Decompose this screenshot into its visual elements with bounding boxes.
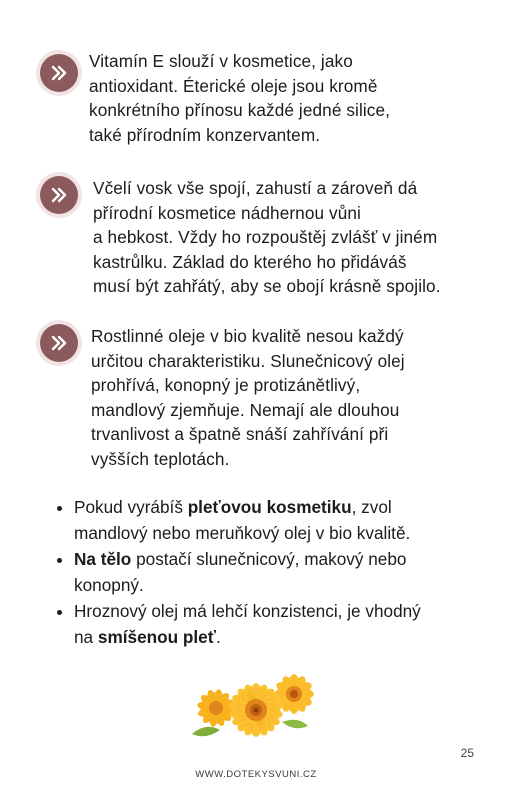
- footer-url: WWW.DOTEKYSVUNI.CZ: [195, 769, 317, 780]
- double-chevron-right-icon: [49, 333, 69, 353]
- list-item: [74, 494, 504, 546]
- paragraph-line: mandlový zjemňuje. Nemají ale dlouhou: [91, 399, 400, 420]
- paragraph-line: také přírodním konzervantem.: [89, 124, 321, 145]
- list-item: [74, 546, 504, 598]
- bullet-badge: [40, 176, 78, 214]
- paragraph: [91, 324, 405, 472]
- flower-left: [196, 688, 236, 728]
- text-run: postačí slunečnicový, makový nebo: [131, 549, 407, 569]
- bullet-badge: [40, 324, 78, 362]
- list-item-line: mandlový nebo meruňkový olej v bio kvalitě.: [74, 523, 411, 543]
- paragraph-line: prohřívá, konopný je protizánětlivý,: [91, 375, 361, 396]
- paragraph: [89, 49, 390, 147]
- text-run: .: [215, 627, 221, 647]
- paragraph-line: a hebkost. Vždy ho rozpouštěj zvlášť v jiném: [93, 227, 438, 248]
- text-run: na: [74, 627, 98, 647]
- page-number: 25: [460, 746, 474, 760]
- bold-text: Na tělo: [74, 549, 132, 569]
- double-chevron-right-icon: [49, 63, 69, 83]
- list-item-line: [74, 494, 504, 520]
- calendula-flowers-image: [186, 664, 326, 748]
- paragraph-line: trvanlivost a špatně snáší zahřívání při: [91, 424, 389, 445]
- paragraph-line: antioxidant. Éterické oleje jsou kromě: [89, 75, 378, 96]
- paragraph-line: určitou charakteristiku. Slunečnicový olej: [91, 350, 405, 371]
- leaf-shape: [192, 727, 220, 736]
- paragraph-line: Vitamín E slouží v kosmetice, jako: [89, 51, 353, 71]
- oil-tips-list: [52, 494, 504, 650]
- list-item-line: • Hroznový olej má lehčí konzistenci, je vhodný: [74, 601, 421, 621]
- list-item: [74, 598, 504, 650]
- paragraph: [93, 176, 441, 299]
- paragraph-line: Rostlinné oleje v bio kvalitě nesou každý: [91, 326, 404, 346]
- double-chevron-right-icon: [49, 185, 69, 205]
- leaf-shape: [282, 720, 308, 729]
- paragraph-line: přírodní kosmetice nádhernou vůni: [93, 202, 361, 223]
- flower-center: [228, 682, 284, 738]
- bullet-badge: [40, 54, 78, 92]
- paragraph-line: vyšších teplotách.: [91, 448, 230, 469]
- paragraph-line: Včelí vosk vše spojí, zahustí a zároveň dá: [93, 178, 418, 198]
- paragraph-line: musí být zahřátý, aby se obojí krásně spojilo.: [93, 276, 441, 297]
- paragraph-line: kastrůlku. Základ do kterého ho přidáváš: [93, 251, 407, 272]
- bold-text: pleťovou kosmetiku: [187, 497, 352, 517]
- list-item-line: [74, 546, 504, 572]
- bold-text: smíšenou pleť: [97, 627, 216, 647]
- list-item-line: konopný.: [74, 575, 144, 595]
- list-item-line: [74, 624, 504, 650]
- text-run: Pokud vyrábíš: [74, 497, 188, 517]
- text-run: , zvol: [351, 497, 392, 517]
- paragraph-line: konkrétního přínosu každé jedné silice,: [89, 100, 391, 121]
